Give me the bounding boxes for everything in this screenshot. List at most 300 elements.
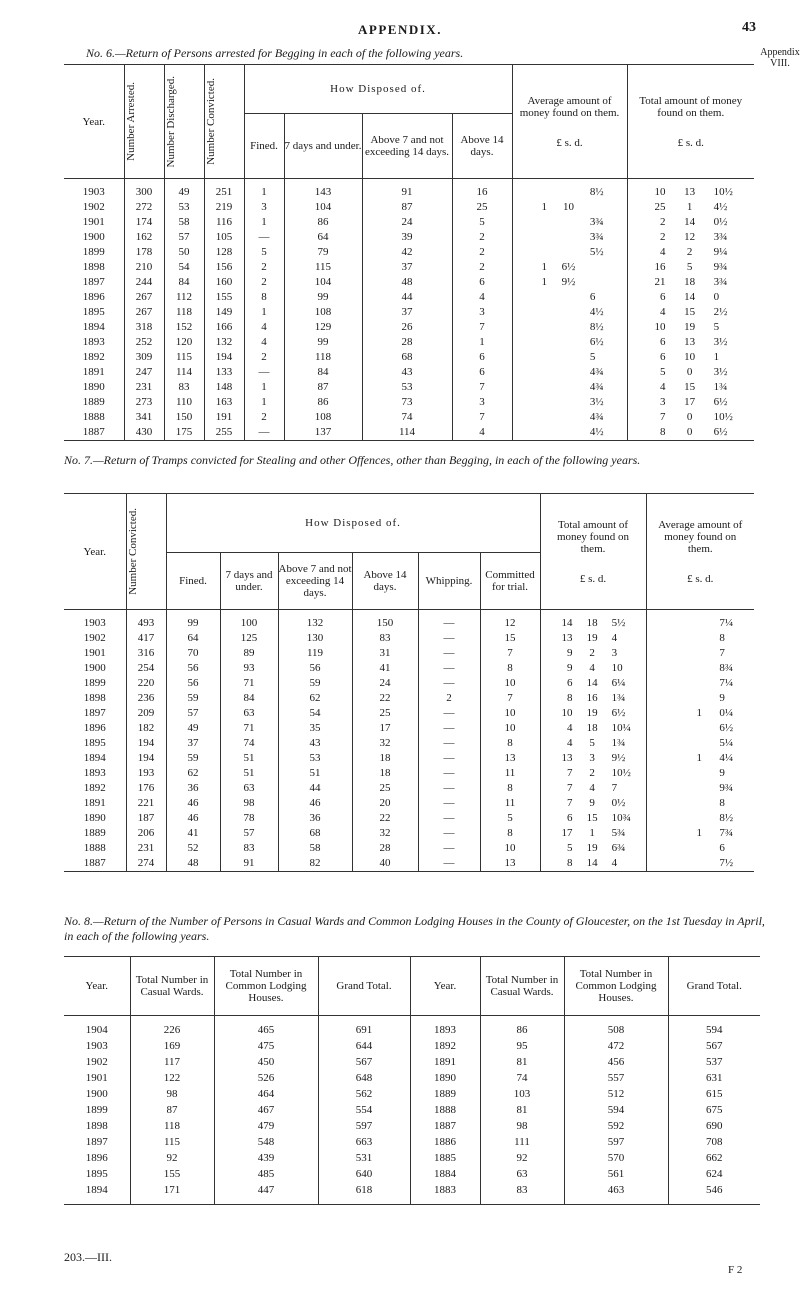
seven-days-cell: 63: [220, 781, 278, 796]
convicted-cell: 254: [126, 661, 166, 676]
year-cell: 1888: [64, 410, 124, 425]
year-cell: 1890: [64, 380, 124, 395]
average-money-cell: 4½: [512, 305, 627, 320]
total-money-cell: 3 17 6½: [660, 396, 728, 408]
average-money-cell: 7¼: [719, 617, 734, 629]
spacer-row: [64, 1198, 760, 1205]
whipping-cell: —: [418, 736, 480, 751]
grand-total-cell: 567: [706, 1039, 723, 1052]
lodging-houses-cell: 439: [214, 1150, 318, 1166]
committed-cell: 13: [480, 856, 540, 872]
fined-cell: —: [244, 365, 284, 380]
grand-total-cell: 675: [706, 1103, 723, 1116]
whipping-cell: —: [418, 856, 480, 872]
seven-days-cell: 137: [284, 425, 362, 441]
convicted-cell: 221: [126, 796, 166, 811]
table7-caption: [64, 453, 764, 468]
year-cell: 1893: [64, 335, 124, 350]
above7-cell: 68: [362, 350, 452, 365]
lodging-houses-cell: 472: [564, 1038, 668, 1054]
convicted-cell: 128: [204, 245, 244, 260]
above7-cell: 54: [278, 706, 352, 721]
year-cell: 1901: [64, 1070, 130, 1086]
fined-cell: 46: [166, 796, 220, 811]
lodging-houses-cell: 475: [214, 1038, 318, 1054]
total-money-cell: 4 18 10¼: [540, 721, 646, 736]
table8-title: —Return of the Number of Persons in Casual Wards and Common Lodging Houses in the County of Gloucester, on the 1st Tuesday in April, in each of the following years.: [64, 914, 765, 943]
total-money-cell: 4 5 1¾: [540, 736, 646, 751]
year-cell: 1890: [410, 1070, 480, 1086]
seven-days-cell: 86: [284, 395, 362, 410]
fined-cell: 99: [166, 616, 220, 631]
above14-cell: 4: [452, 290, 512, 305]
fined-cell: —: [244, 425, 284, 441]
total-money-cell: 7 4 7: [540, 781, 646, 796]
committed-cell: 12: [480, 616, 540, 631]
lodging-houses-cell: 548: [214, 1134, 318, 1150]
year-cell: 1896: [64, 290, 124, 305]
above14-cell: 7: [452, 380, 512, 395]
table-row: [64, 616, 754, 631]
average-money-cell: 8½: [512, 320, 627, 335]
total-money-cell: 17 1 5¾: [540, 826, 646, 841]
above7-cell: 39: [362, 230, 452, 245]
fined-cell: 2: [244, 350, 284, 365]
grand-total-cell: 537: [706, 1055, 723, 1068]
convicted-cell: 187: [126, 811, 166, 826]
arrested-cell: 174: [124, 215, 164, 230]
fined-cell: 1: [244, 185, 284, 200]
year-cell: 1897: [64, 275, 124, 290]
convicted-cell: 116: [204, 215, 244, 230]
lodging-houses-cell: 450: [214, 1054, 318, 1070]
arrested-cell: 162: [124, 230, 164, 245]
convicted-cell: 166: [204, 320, 244, 335]
above14-cell: 20: [352, 796, 418, 811]
average-money-cell: 3¾: [512, 215, 627, 230]
casual-wards-cell: 117: [130, 1054, 214, 1070]
table-row: [64, 766, 754, 781]
convicted-cell: 191: [204, 410, 244, 425]
year-cell: 1898: [64, 1118, 130, 1134]
total-money-cell: 9 4 10: [540, 661, 646, 676]
fined-cell: 4: [244, 320, 284, 335]
discharged-cell: 57: [164, 230, 204, 245]
average-money-cell: 8: [719, 632, 725, 644]
total-money-cell: 13 19 4: [540, 631, 646, 646]
grand-total-cell: 662: [706, 1151, 723, 1164]
year-cell: 1884: [410, 1166, 480, 1182]
table-row: [64, 305, 754, 320]
lodging-houses-cell: 594: [564, 1102, 668, 1118]
above14-cell: 25: [352, 706, 418, 721]
average-money-cell: 1 0¼: [696, 707, 734, 719]
seven-days-cell: 84: [284, 365, 362, 380]
above7-cell: 58: [278, 841, 352, 856]
year-cell: 1894: [64, 1182, 130, 1198]
seven-days-cell: 51: [220, 751, 278, 766]
year-cell: 1902: [64, 631, 126, 646]
table-row: [64, 811, 754, 826]
table-row: [64, 245, 754, 260]
above7-cell: 26: [362, 320, 452, 335]
above7-cell: 37: [362, 260, 452, 275]
above14-cell: 22: [352, 691, 418, 706]
t8-col-casual-b: Total Number in Casual Wards.: [480, 957, 564, 1016]
t6-col-fined: Fined.: [244, 114, 284, 179]
convicted-cell: 176: [126, 781, 166, 796]
above14-cell: 28: [352, 841, 418, 856]
above7-cell: 119: [278, 646, 352, 661]
average-money-cell: 4½: [512, 425, 627, 441]
table-row: [64, 646, 754, 661]
seven-days-cell: 84: [220, 691, 278, 706]
year-cell: 1900: [64, 230, 124, 245]
casual-wards-cell: 98: [130, 1086, 214, 1102]
above14-cell: 22: [352, 811, 418, 826]
table-row: [64, 751, 754, 766]
year-cell: 1883: [410, 1182, 480, 1198]
fined-cell: 46: [166, 811, 220, 826]
year-cell: 1889: [410, 1086, 480, 1102]
above14-cell: 3: [452, 395, 512, 410]
seven-days-cell: 71: [220, 676, 278, 691]
committed-cell: 8: [480, 781, 540, 796]
above14-cell: 2: [452, 245, 512, 260]
grand-total-cell: 562: [318, 1086, 410, 1102]
committed-cell: 10: [480, 706, 540, 721]
committed-cell: 10: [480, 841, 540, 856]
table-row: [64, 320, 754, 335]
total-money-cell: 4 15 1¾: [660, 381, 728, 393]
total-money-cell: 6 13 3½: [660, 336, 728, 348]
above7-cell: 130: [278, 631, 352, 646]
arrested-cell: 267: [124, 305, 164, 320]
grand-total-cell: 567: [318, 1054, 410, 1070]
arrested-cell: 231: [124, 380, 164, 395]
whipping-cell: —: [418, 781, 480, 796]
above7-cell: 91: [362, 185, 452, 200]
table-row: [64, 1134, 760, 1150]
average-money-cell: 7¼: [719, 677, 734, 689]
whipping-cell: —: [418, 616, 480, 631]
table-row: [64, 1086, 760, 1102]
discharged-cell: 114: [164, 365, 204, 380]
committed-cell: 7: [480, 646, 540, 661]
discharged-cell: 49: [164, 185, 204, 200]
above14-cell: 17: [352, 721, 418, 736]
table-row: [64, 1038, 760, 1054]
arrested-cell: 300: [124, 185, 164, 200]
year-cell: 1895: [64, 1166, 130, 1182]
table-row: [64, 350, 754, 365]
seven-days-cell: 51: [220, 766, 278, 781]
seven-days-cell: 86: [284, 215, 362, 230]
total-money-cell: 6 14 0: [660, 291, 720, 303]
margin-note: [760, 47, 800, 69]
above7-cell: 62: [278, 691, 352, 706]
year-cell: 1892: [64, 350, 124, 365]
casual-wards-cell: 95: [480, 1038, 564, 1054]
casual-wards-cell: 115: [130, 1134, 214, 1150]
table8-caption: [64, 914, 774, 944]
above7-cell: 53: [362, 380, 452, 395]
above14-cell: 6: [452, 350, 512, 365]
lodging-houses-cell: 526: [214, 1070, 318, 1086]
committed-cell: 8: [480, 826, 540, 841]
seven-days-cell: 89: [220, 646, 278, 661]
lodging-houses-cell: 592: [564, 1118, 668, 1134]
total-money-cell: 10 13 10½: [654, 186, 733, 198]
year-cell: 1897: [64, 1134, 130, 1150]
lodging-houses-cell: 570: [564, 1150, 668, 1166]
above7-cell: 82: [278, 856, 352, 872]
discharged-cell: 53: [164, 200, 204, 215]
t7-col-year: Year.: [64, 494, 126, 610]
grand-total-cell: 663: [318, 1134, 410, 1150]
total-money-cell: 13 3 9½: [540, 751, 646, 766]
convicted-cell: 493: [126, 616, 166, 631]
table-row: [64, 721, 754, 736]
fined-cell: 70: [166, 646, 220, 661]
average-money-cell: 8¾: [719, 662, 734, 674]
table-row: [64, 841, 754, 856]
convicted-cell: 236: [126, 691, 166, 706]
arrested-cell: 273: [124, 395, 164, 410]
year-cell: 1895: [64, 736, 126, 751]
t7-col-convicted: Number Convicted.: [126, 494, 166, 610]
grand-total-cell: 594: [706, 1023, 723, 1036]
above7-cell: 43: [278, 736, 352, 751]
t8-col-casual-a: Total Number in Casual Wards.: [130, 957, 214, 1016]
discharged-cell: 150: [164, 410, 204, 425]
above7-cell: 56: [278, 661, 352, 676]
year-cell: 1886: [410, 1134, 480, 1150]
table-row: [64, 1070, 760, 1086]
t6-col-convicted: Number Convicted.: [204, 65, 244, 179]
arrested-cell: 272: [124, 200, 164, 215]
average-money-cell: 4¾: [512, 410, 627, 425]
table6: [64, 64, 754, 441]
casual-wards-cell: 81: [480, 1054, 564, 1070]
seven-days-cell: 64: [284, 230, 362, 245]
whipping-cell: —: [418, 841, 480, 856]
discharged-cell: 112: [164, 290, 204, 305]
discharged-cell: 175: [164, 425, 204, 441]
total-money-cell: 6 14 6¼: [540, 676, 646, 691]
year-cell: 1896: [64, 1150, 130, 1166]
table-row: [64, 1102, 760, 1118]
year-cell: 1903: [64, 185, 124, 200]
convicted-cell: 193: [126, 766, 166, 781]
average-money-cell: 1 7¾: [696, 827, 734, 839]
t6-col-discharged: Number Discharged.: [164, 65, 204, 179]
above14-cell: 4: [452, 425, 512, 441]
convicted-cell: 417: [126, 631, 166, 646]
table-row: [64, 736, 754, 751]
seven-days-cell: 108: [284, 305, 362, 320]
table-row: [64, 1166, 760, 1182]
above7-cell: 51: [278, 766, 352, 781]
year-cell: 1904: [64, 1022, 130, 1038]
committed-cell: 15: [480, 631, 540, 646]
table6-label: No. 6.: [86, 46, 116, 60]
table-row: [64, 275, 754, 290]
table8: [64, 956, 760, 1205]
footer-signature: 203.—III.: [64, 1250, 112, 1264]
table-row: [64, 395, 754, 410]
above7-cell: 42: [362, 245, 452, 260]
grand-total-cell: 631: [706, 1071, 723, 1084]
whipping-cell: —: [418, 811, 480, 826]
table-row: [64, 781, 754, 796]
arrested-cell: 318: [124, 320, 164, 335]
discharged-cell: 152: [164, 320, 204, 335]
casual-wards-cell: 87: [130, 1102, 214, 1118]
whipping-cell: 2: [418, 691, 480, 706]
year-cell: 1885: [410, 1150, 480, 1166]
average-money-cell: 8: [719, 797, 725, 809]
above14-cell: 25: [452, 200, 512, 215]
year-cell: 1901: [64, 215, 124, 230]
seven-days-cell: 125: [220, 631, 278, 646]
year-cell: 1887: [410, 1118, 480, 1134]
average-money-cell: 6: [512, 290, 627, 305]
t7-col-total: Total amount of money found on them. £ s. d.: [540, 494, 646, 610]
casual-wards-cell: 103: [480, 1086, 564, 1102]
lodging-houses-cell: 447: [214, 1182, 318, 1198]
fined-cell: 1: [244, 380, 284, 395]
table-row: [64, 1118, 760, 1134]
page-number: 43: [742, 20, 756, 35]
convicted-cell: 194: [204, 350, 244, 365]
total-money-cell: 14 18 5½: [540, 616, 646, 631]
t6-col-7days: 7 days and under.: [284, 114, 362, 179]
year-cell: 1891: [64, 365, 124, 380]
average-money-cell: 4¾: [512, 365, 627, 380]
grand-total-cell: 648: [318, 1070, 410, 1086]
fined-cell: 62: [166, 766, 220, 781]
t7-col-above14: Above 14 days.: [352, 553, 418, 610]
total-money-cell: 6 10 1: [660, 351, 720, 363]
year-cell: 1901: [64, 646, 126, 661]
lodging-houses-cell: 512: [564, 1086, 668, 1102]
year-cell: 1894: [64, 320, 124, 335]
t6-col-above14: Above 14 days.: [452, 114, 512, 179]
discharged-cell: 83: [164, 380, 204, 395]
t7-col-7days: 7 days and under.: [220, 553, 278, 610]
above14-cell: 6: [452, 365, 512, 380]
year-cell: 1902: [64, 1054, 130, 1070]
average-money-cell: 9: [719, 692, 725, 704]
t8-col-grand-b: Grand Total.: [668, 957, 760, 1016]
above7-cell: 43: [362, 365, 452, 380]
table-row: [64, 260, 754, 275]
seven-days-cell: 98: [220, 796, 278, 811]
convicted-cell: 255: [204, 425, 244, 441]
casual-wards-cell: 92: [130, 1150, 214, 1166]
year-cell: 1890: [64, 811, 126, 826]
convicted-cell: 209: [126, 706, 166, 721]
committed-cell: 11: [480, 796, 540, 811]
grand-total-cell: 546: [706, 1183, 723, 1196]
year-cell: 1903: [64, 1038, 130, 1054]
fined-cell: 64: [166, 631, 220, 646]
average-money-cell: 3½: [512, 395, 627, 410]
table-row: [64, 335, 754, 350]
lodging-houses-cell: 485: [214, 1166, 318, 1182]
arrested-cell: 244: [124, 275, 164, 290]
table7-label: No. 7.: [64, 453, 94, 467]
convicted-cell: 133: [204, 365, 244, 380]
above7-cell: 35: [278, 721, 352, 736]
whipping-cell: —: [418, 826, 480, 841]
seven-days-cell: 79: [284, 245, 362, 260]
fined-cell: 2: [244, 410, 284, 425]
fined-cell: 41: [166, 826, 220, 841]
convicted-cell: 149: [204, 305, 244, 320]
total-money-cell: 9 2 3: [540, 646, 646, 661]
fined-cell: 49: [166, 721, 220, 736]
above7-cell: 24: [362, 215, 452, 230]
table-row: [64, 631, 754, 646]
t6-col-how-disposed: How Disposed of.: [244, 65, 512, 114]
fined-cell: 59: [166, 751, 220, 766]
seven-days-cell: 104: [284, 275, 362, 290]
total-money-cell: 6 15 10¾: [540, 811, 646, 826]
fined-cell: 3: [244, 200, 284, 215]
committed-cell: 11: [480, 766, 540, 781]
discharged-cell: 115: [164, 350, 204, 365]
committed-cell: 13: [480, 751, 540, 766]
average-money-cell: 8½: [719, 812, 734, 824]
year-cell: 1893: [64, 766, 126, 781]
average-money-cell: 8½: [512, 185, 627, 200]
seven-days-cell: 115: [284, 260, 362, 275]
lodging-houses-cell: 597: [564, 1134, 668, 1150]
total-money-cell: 5 0 3½: [660, 366, 728, 378]
fined-cell: 57: [166, 706, 220, 721]
total-money-cell: 7 0 10½: [660, 411, 733, 423]
above7-cell: 46: [278, 796, 352, 811]
lodging-houses-cell: 463: [564, 1182, 668, 1198]
total-money-cell: 25 1 4½: [654, 201, 728, 213]
arrested-cell: 210: [124, 260, 164, 275]
average-money-cell: 3¾: [512, 230, 627, 245]
discharged-cell: 54: [164, 260, 204, 275]
seven-days-cell: 63: [220, 706, 278, 721]
whipping-cell: —: [418, 721, 480, 736]
casual-wards-cell: 86: [480, 1022, 564, 1038]
t6-col-total: Total amount of money found on them. £ s. d.: [627, 65, 754, 179]
lodging-houses-cell: 465: [214, 1022, 318, 1038]
above7-cell: 37: [362, 305, 452, 320]
t8-col-lodging-b: Total Number in Common Lodging Houses.: [564, 957, 668, 1016]
year-cell: 1888: [64, 841, 126, 856]
above14-cell: 32: [352, 826, 418, 841]
total-money-cell: 2 14 0½: [660, 216, 728, 228]
convicted-cell: 194: [126, 751, 166, 766]
t6-col-year: Year.: [64, 65, 124, 179]
fined-cell: 2: [244, 275, 284, 290]
margin-appendix: Appendix: [760, 47, 800, 58]
whipping-cell: —: [418, 796, 480, 811]
year-cell: 1897: [64, 706, 126, 721]
year-cell: 1892: [64, 781, 126, 796]
grand-total-cell: 615: [706, 1087, 723, 1100]
casual-wards-cell: 226: [130, 1022, 214, 1038]
t8-col-year-b: Year.: [410, 957, 480, 1016]
